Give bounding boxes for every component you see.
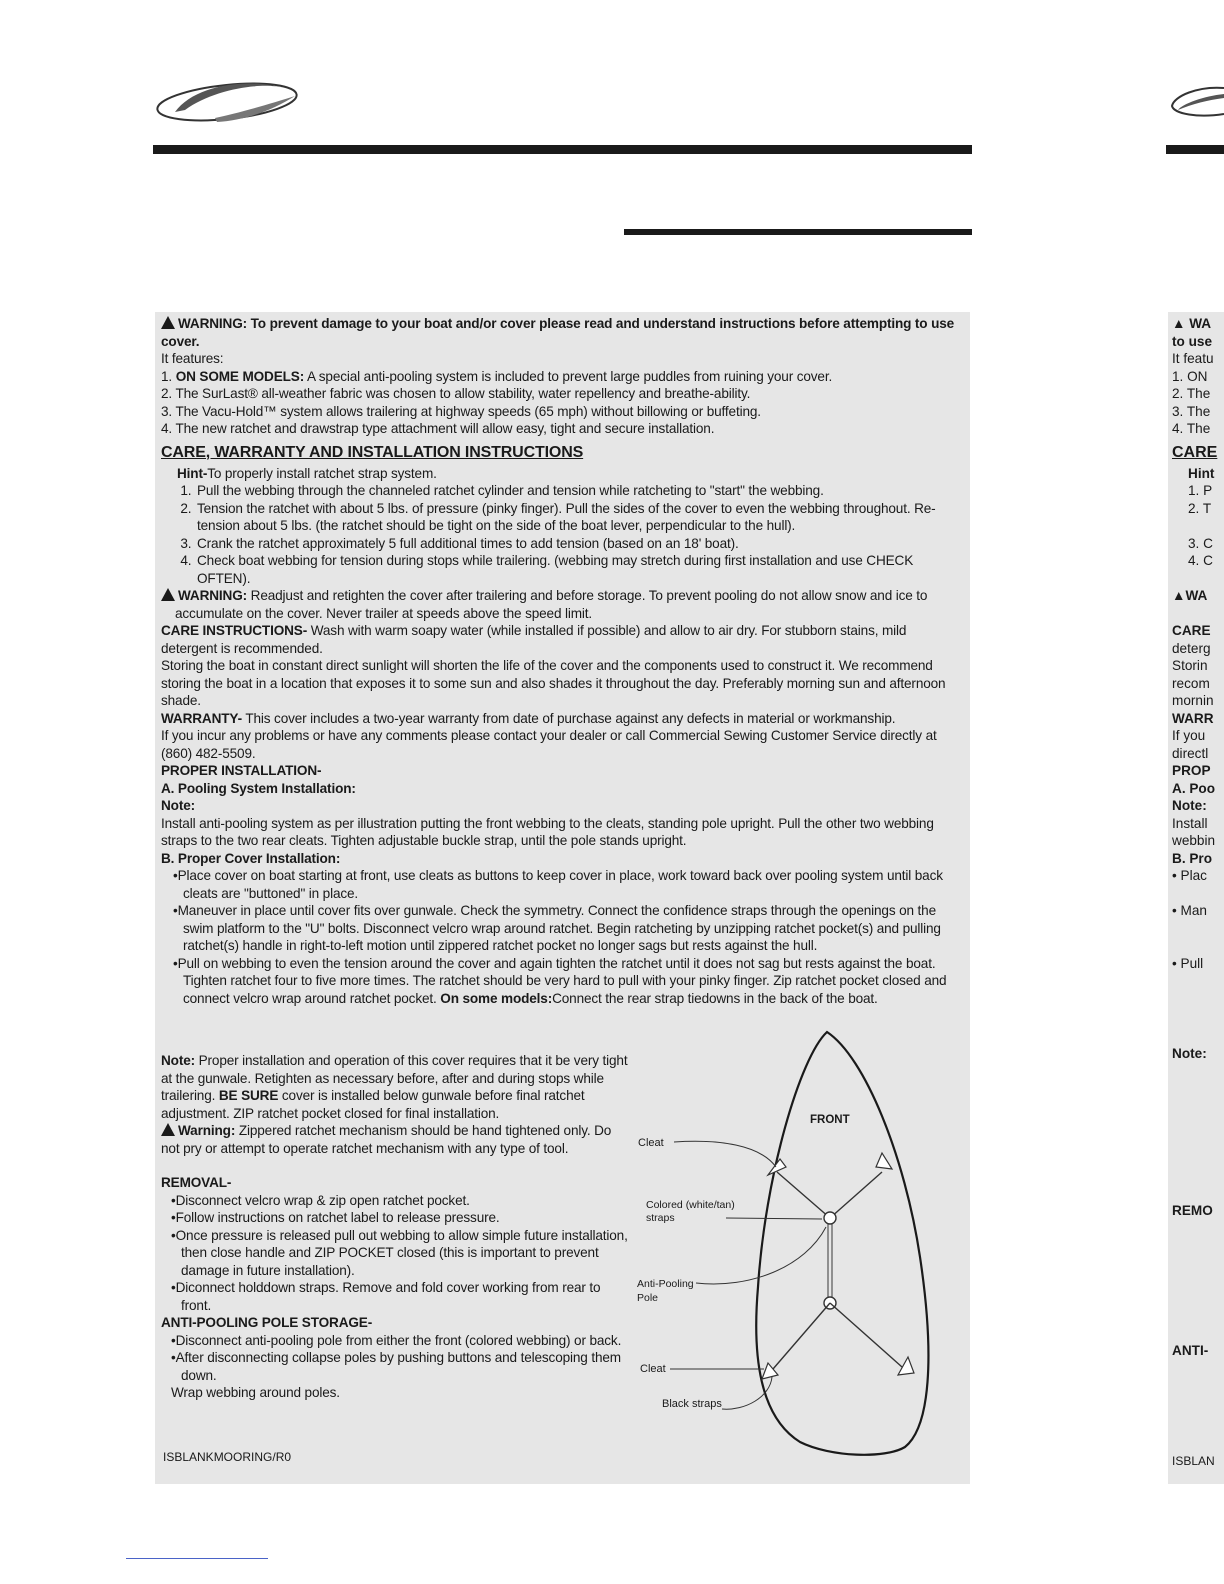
footer-code: ISBLANKMOORING/R0 (163, 1450, 292, 1464)
feature-item: 1. ON SOME MODELS: A special anti-pooling system is included to prevent large puddles from ruining your cover. (161, 368, 833, 384)
cleat-label-bottom: Cleat (640, 1363, 666, 1375)
removal-bullet: • Follow instructions on ratchet label to release pressure. (171, 1209, 631, 1227)
cleat-label-top: Cleat (638, 1137, 664, 1149)
removal-bullets (161, 1192, 631, 1315)
pole-top-ring (824, 1212, 836, 1224)
step-item: 3. Crank the ratchet approximately 5 full additional times to add tension (based on an 18' boat). (195, 535, 966, 553)
lower-text (161, 1052, 631, 1402)
note-label: Note: (161, 798, 195, 813)
partial-text: ▲ WA to use It featu 1. ON 2. The 3. The 4. The CARE Hint 1. P 2. T 3. C 4. C ▲WA CARE deterg Storin recom mornin WARR If you directl PROP A. Poo Note: Install webbin B. Pro • Plac • Man • Pull Note: REMO ANTI- ISBLAN (1172, 316, 1218, 1468)
pooling-text: Install anti-pooling system as per illustration putting the front webbing to the cleats, standing pole upright. Pull the other two webbing straps to the two rear cleats. Tighten adjustable buckle strap, until the pole stands upright. (161, 815, 934, 848)
feature-item: 4. The new ratchet and drawstrap type attachment will allow easy, tight and secure installation. (161, 421, 715, 436)
warning-icon (161, 588, 175, 601)
warning-icon (161, 1123, 175, 1136)
features-title: It features: (161, 351, 224, 366)
cover-bullets (161, 867, 966, 1007)
header-rule (153, 145, 972, 154)
instruction-sheet-partial (1168, 312, 1224, 1484)
removal-bullet: • Once pressure is released pull out webbing to allow simple future installation, then close handle and ZIP POCKET closed (this is important to prevent damage in future installation). (171, 1227, 631, 1280)
upper-text (161, 315, 966, 1007)
cover-bullet: • Maneuver in place until cover fits over gunwale. Check the symmetry. Connect the confidence straps through the openings on the swim platform to the "U" bolts. Disconnect velcro wrap around ratchet. Begin ratcheting by unzipping ratchet pocket(s) and pulling ratchet(s) handle in right-to-left motion until zippered ratchet pocket no longer sags but rests against the hull. (173, 902, 966, 955)
proper-installation-heading: PROPER INSTALLATION- (161, 763, 322, 778)
contact-text: If you incur any problems or have any comments please contact your dealer or call Commercial Sewing Customer Service directly at (860) 482-5509. (161, 728, 937, 761)
front-label: FRONT (810, 1114, 850, 1126)
lower-note: Note: Proper installation and operation of this cover requires that it be very tight at the gunwale. Retighten as necessary before, after and during stops while trailering. BE SURE cover is installed below gunwale before final ratchet adjustment. ZIP ratchet pocket closed for final installation. (161, 1053, 628, 1121)
warning-ratchet: Warning: Zippered ratchet mechanism should be hand tightened only. Do not pry or attempt to operate ratchet mechanism with any type of tool. (161, 1123, 612, 1156)
feature-item: 2. The SurLast® all-weather fabric was chosen to allow stability, water repellency and breathe-ability. (161, 386, 751, 401)
bottom-link-underline (126, 1558, 268, 1559)
feature-item: 3. The Vacu-Hold™ system allows trailering at highway speeds (65 mph) without billowing or buffeting. (161, 403, 761, 419)
care-instructions: CARE INSTRUCTIONS- Wash with warm soapy water (while installed if possible) and allow to air dry. For stubborn stains, mild detergent is recommended. (161, 623, 907, 656)
leader-line (674, 1141, 776, 1167)
hint: Hint-To properly install ratchet strap system. (177, 465, 437, 481)
step-item: 1. Pull the webbing through the channeled ratchet cylinder and tension while ratcheting to "start" the webbing. (195, 482, 966, 500)
storage-bullet: • Disconnect anti-pooling pole from either the front (colored webbing) or back. (171, 1332, 631, 1350)
black-straps-label: Black straps (662, 1398, 722, 1410)
pole-label-2: Pole (637, 1292, 659, 1304)
brand-logo-partial (1168, 74, 1224, 130)
features-list (161, 368, 966, 438)
warranty-text: WARRANTY- This cover includes a two-year warranty from date of purchase against any defects in material or workmanship. (161, 710, 896, 726)
storage-heading: ANTI-POOLING POLE STORAGE- (161, 1315, 373, 1330)
boat-hull-outline (756, 1032, 928, 1455)
ratchet-steps (161, 482, 966, 587)
pooling-heading: A. Pooling System Installation: (161, 780, 356, 796)
cover-bullet: • Pull on webbing to even the tension around the cover and again tighten the ratchet until it does not sag but rests against the boat. Tighten ratchet four to five more times. The ratchet should be very hard to pull with your pinky finger. Zip ratchet pocket closed and connect velcro wrap around ratchet pocket. On some models:Connect the rear strap tiedowns in the back of the boat. (173, 955, 966, 1008)
instruction-sheet (155, 312, 970, 1484)
leader-line (722, 1377, 772, 1409)
storage-extra: Wrap webbing around poles. (171, 1385, 340, 1400)
strap-line (830, 1172, 882, 1218)
step-item: 2. Tension the ratchet with about 5 lbs. of pressure (pinky finger). Pull the sides of the cover to even the webbing throughout. Re-tension about 5 lbs. (the ratchet should be tight on the side of the boat lever, perpendicular to the hull). (195, 500, 966, 535)
warning-readjust: WARNING: Readjust and retighten the cover after trailering and before storage. To prevent pooling do not allow snow and ice to accumulate on the cover. Never trailer at speeds above the speed limit. (161, 587, 966, 622)
header-rule-partial (1166, 145, 1224, 154)
brand-logo (155, 74, 301, 130)
colored-straps-label-2: straps (646, 1212, 675, 1224)
strap-line (777, 1172, 830, 1218)
boat-diagram (630, 1027, 970, 1467)
storage-bullet: • After disconnecting collapse poles by pushing buttons and telescoping them down. (171, 1349, 631, 1384)
subheader-rule (624, 229, 972, 235)
removal-bullet: • Disconnect velcro wrap & zip open ratchet pocket. (171, 1192, 631, 1210)
step-item: 4. Check boat webbing for tension during stops while trailering. (webbing may stretch during first installation and use CHECK OFTEN). (195, 552, 966, 587)
removal-bullet: • Diconnect holddown straps. Remove and fold cover working from rear to front. (171, 1279, 631, 1314)
strap-line (773, 1303, 830, 1369)
colored-straps-label: Colored (white/tan) (646, 1199, 735, 1211)
cover-bullet: • Place cover on boat starting at front, use cleats as buttons to keep cover in place, work toward back over pooling system until back cleats are "buttoned" in place. (173, 867, 966, 902)
cover-heading: B. Proper Cover Installation: (161, 850, 341, 866)
storage-bullets (161, 1332, 631, 1385)
leader-line (726, 1218, 822, 1219)
care-heading: CARE, WARRANTY AND INSTALLATION INSTRUCTIONS (161, 443, 584, 461)
pole-label: Anti-Pooling (637, 1278, 694, 1290)
warning-intro: WARNING: To prevent damage to your boat and/or cover please read and understand instructions before attempting to use cover. (161, 316, 955, 349)
storing-text: Storing the boat in constant direct sunlight will shorten the life of the cover and the components used to construct it. We recommend storing the boat in a location that exposes it to some sun and also shades it throughout the day. Preferably morning sun and afternoon shade. (161, 658, 946, 708)
cleat-icon (876, 1153, 892, 1169)
strap-line (830, 1303, 902, 1367)
warning-icon (161, 316, 175, 329)
removal-heading: REMOVAL- (161, 1175, 232, 1190)
